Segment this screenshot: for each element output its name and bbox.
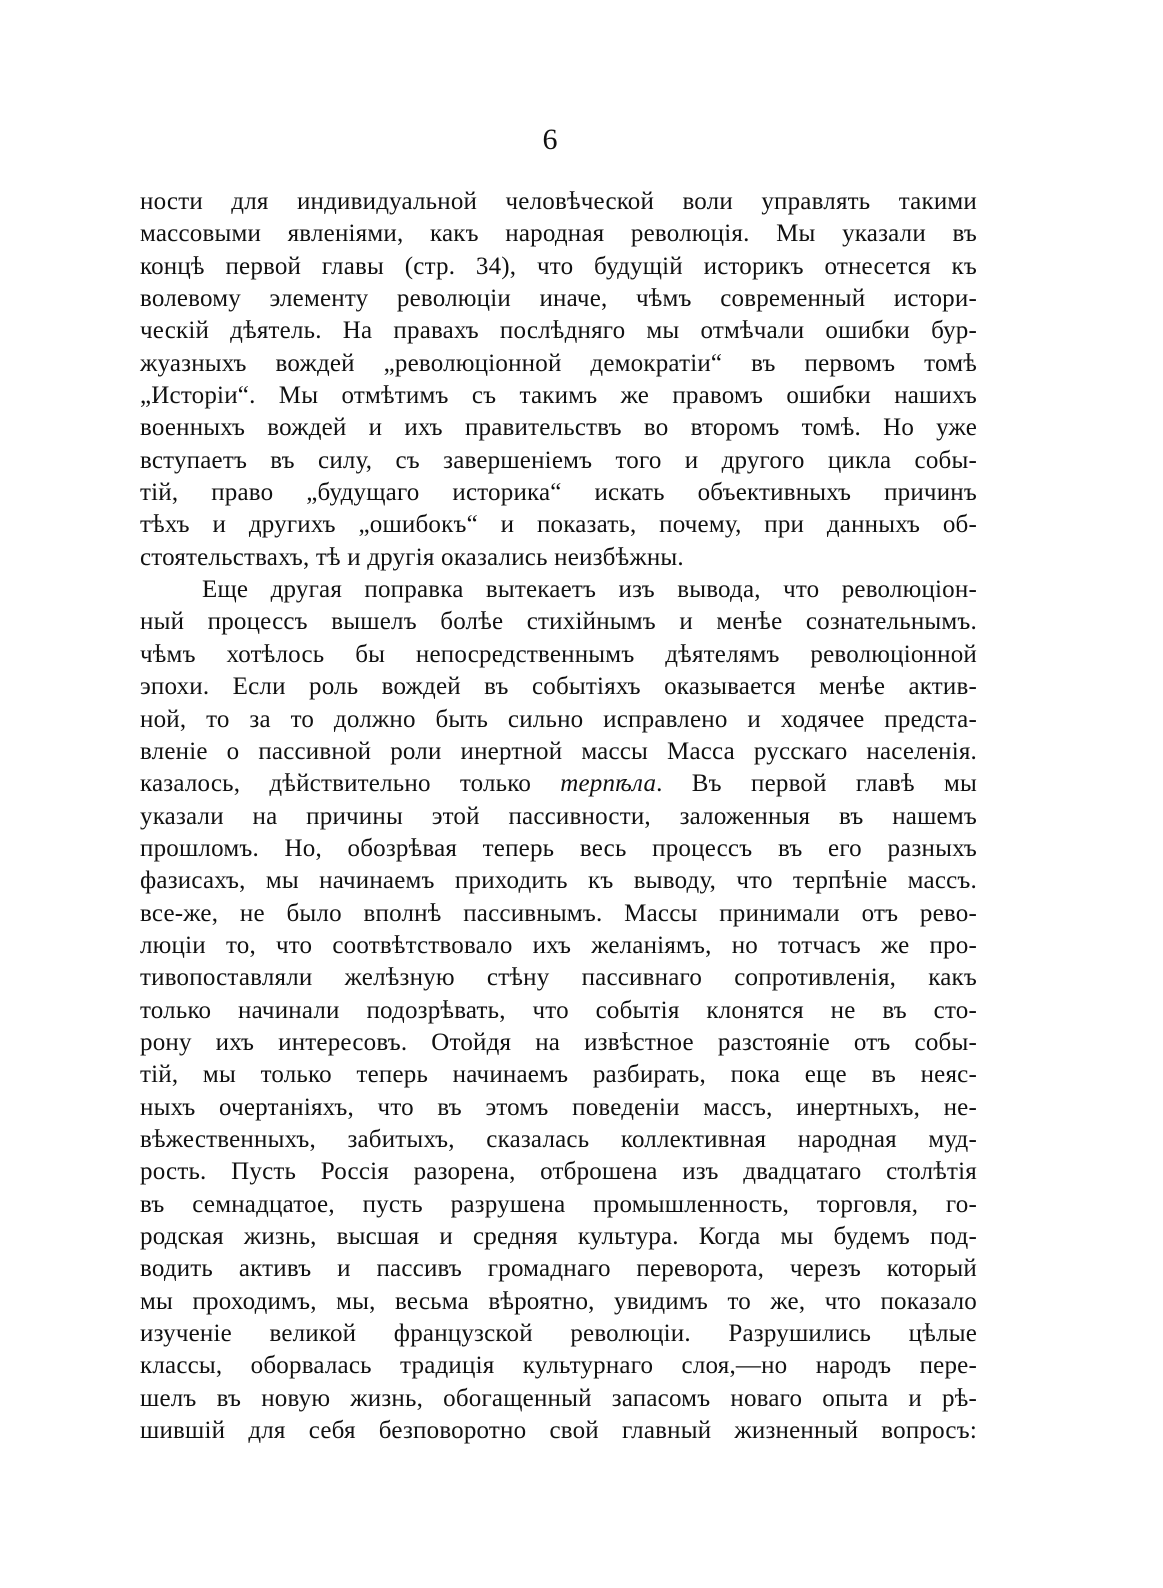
paragraph xyxy=(140,186,977,574)
text-line: Еще другая поправка вытекаетъ изъ вывода, что революціон- xyxy=(202,576,977,604)
text-line: въ семнадцатое, пусть разрушена промышленность, торговля, го- xyxy=(140,1190,977,1218)
text-line: волевому элементу революціи иначе, чѣмъ современный истори- xyxy=(140,285,977,313)
text-line: рость. Пусть Россія разорена, отброшена изъ двадцатаго столѣтія xyxy=(140,1158,977,1186)
paragraph xyxy=(140,574,977,1447)
text-line: водить активъ и пассивъ громаднаго переворота, черезъ который xyxy=(140,1255,977,1283)
text-segment: . Въ первой главѣ мы xyxy=(656,770,977,798)
text-line: вѣжественныхъ, забитыхъ, сказалась коллективная народная муд- xyxy=(140,1125,977,1153)
text-line: эпохи. Если роль вождей въ событіяхъ оказывается менѣе актив- xyxy=(140,673,977,701)
text-line: рону ихъ интересовъ. Отойдя на извѣстное разстояніе отъ собы- xyxy=(140,1028,977,1056)
text-line: шившій для себя безповоротно свой главный жизненный вопросъ: xyxy=(140,1417,977,1445)
text-line: „Исторіи“. Мы отмѣтимъ съ такимъ же правомъ ошибки нашихъ xyxy=(140,382,977,410)
text-segment: казалось, дѣйствительно только xyxy=(140,770,561,798)
text-line: стоятельствахъ, тѣ и другія оказались неизбѣжны. xyxy=(140,543,684,571)
text-line: мы проходимъ, мы, весьма вѣроятно, увидимъ то же, что показало xyxy=(140,1287,977,1315)
text-line: жуазныхъ вождей „революціонной демократіи“ въ первомъ томѣ xyxy=(140,349,977,377)
text-line: тій, мы только теперь начинаемъ разбирать, пока еще въ неяс- xyxy=(140,1061,977,1089)
text-line: вленіе о пассивной роли инертной массы Масса русскаго населенія. xyxy=(140,737,977,765)
text-line: шелъ въ новую жизнь, обогащенный запасомъ новаго опыта и рѣ- xyxy=(140,1384,977,1412)
text-line xyxy=(140,768,977,800)
text-line: чѣмъ хотѣлось бы непосредственнымъ дѣятелямъ революціонной xyxy=(140,640,977,668)
text-line: тивопоставляли желѣзную стѣну пассивнаго сопротивленія, какъ xyxy=(140,964,977,992)
text-line: все-же, не было вполнѣ пассивнымъ. Массы принимали отъ рево- xyxy=(140,899,977,927)
text-line: военныхъ вождей и ихъ правительствъ во второмъ томѣ. Но уже xyxy=(140,414,977,442)
text-line: ный процессъ вышелъ болѣе стихійнымъ и менѣе сознательнымъ. xyxy=(140,608,977,636)
text-line: ческій дѣятель. На правахъ послѣдняго мы отмѣчали ошибки бур- xyxy=(140,317,977,345)
text-line: изученіе великой французской революціи. Разрушились цѣлые xyxy=(140,1320,977,1348)
text-line: фазисахъ, мы начинаемъ приходить къ выводу, что терпѣніе массъ. xyxy=(140,867,977,895)
text-line: только начинали подозрѣвать, что событія клонятся не въ сто- xyxy=(140,996,977,1024)
text-line: вступаетъ въ силу, съ завершеніемъ того и другого цикла собы- xyxy=(140,446,977,474)
italic-word: терпѣла xyxy=(560,770,657,798)
text-line: ности для индивидуальной человѣческой воли управлять такими xyxy=(140,188,977,215)
text-line: родская жизнь, высшая и средняя культура. Когда мы будемъ под- xyxy=(140,1223,977,1250)
text-line: люціи то, что соотвѣтствовало ихъ желаніямъ, но тотчасъ же про- xyxy=(140,931,977,959)
text-line: тѣхъ и другихъ „ошибокъ“ и показать, почему, при данныхъ об- xyxy=(140,511,977,539)
text-line: указали на причины этой пассивности, заложенныя въ нашемъ xyxy=(140,802,977,830)
text-line: массовыми явленіями, какъ народная революція. Мы указали въ xyxy=(140,220,977,248)
text-line: классы, оборвалась традиція культурнаго слоя,—но народъ пере- xyxy=(140,1352,977,1380)
text-line: ной, то за то должно быть сильно исправлено и ходячее предста- xyxy=(140,705,977,733)
text-line: тій, право „будущаго историка“ искать объективныхъ причинъ xyxy=(140,479,977,507)
page-number: 6 xyxy=(542,123,558,156)
text-line: ныхъ очертаніяхъ, что въ этомъ поведеніи массъ, инертныхъ, не- xyxy=(140,1093,977,1121)
text-line: прошломъ. Но, обозрѣвая теперь весь процессъ въ его разныхъ xyxy=(140,834,977,862)
body-text xyxy=(140,186,977,1447)
text-line: концѣ первой главы (стр. 34), что будущій историкъ отнесется къ xyxy=(140,252,977,280)
